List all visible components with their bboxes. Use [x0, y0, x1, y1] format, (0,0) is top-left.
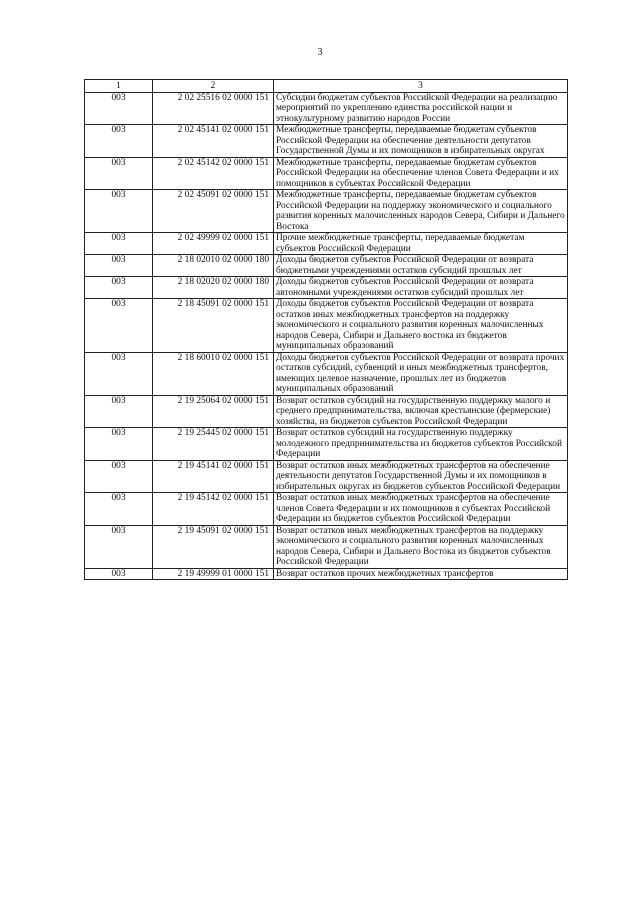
income-name-cell: Возврат остатков иных межбюджетных трансфертов на обеспечение членов Совета Федерации и их помощников в субъектах Российской Федерации из бюджетов субъектов Российской Федерации — [274, 493, 568, 526]
income-name-cell: Межбюджетные трансферты, передаваемые бюджетам субъектов Российской Федерации на поддержку экономического и социального развития коренных малочисленных народов Севера, Сибири и Дальнего Востока — [274, 190, 568, 233]
table-row — [85, 157, 568, 190]
income-name-cell: Доходы бюджетов субъектов Российской Федерации от возврата бюджетными учреждениями остатков субсидий прошлых лет — [274, 255, 568, 277]
budget-code-cell: 2 19 49999 01 0000 151 — [153, 568, 274, 580]
table-row — [85, 395, 568, 428]
admin-code-cell: 003 — [85, 525, 153, 568]
admin-code-cell: 003 — [85, 352, 153, 395]
income-name-cell: Доходы бюджетов субъектов Российской Федерации от возврата прочих остатков субсидий, субвенций и иных межбюджетных трансфертов, имеющих целевое назначение, прошлых лет из бюджетов муниципальных образований — [274, 352, 568, 395]
income-name-cell: Возврат остатков субсидий на государственную поддержку малого и среднего предпринимательства, включая крестьянские (фермерские) хозяйства, из бюджетов субъектов Российской Федерации — [274, 395, 568, 428]
table-row — [85, 125, 568, 158]
income-name-cell: Субсидии бюджетам субъектов Российской Федерации на реализацию мероприятий по укреплению единства российской нации и этнокультурному развитию народов России — [274, 92, 568, 125]
budget-code-cell: 2 18 60010 02 0000 151 — [153, 352, 274, 395]
income-name-cell: Межбюджетные трансферты, передаваемые бюджетам субъектов Российской Федерации на обеспечение деятельности депутатов Государственной Думы и их помощников в избирательных округах — [274, 125, 568, 158]
income-name-cell: Возврат остатков иных межбюджетных трансфертов на поддержку экономического и социального развития коренных малочисленных народов Севера, Сибири и Дальнего Востока из бюджетов субъектов Российской Федерации — [274, 525, 568, 568]
column-header-2: 2 — [153, 80, 274, 93]
budget-code-cell: 2 19 25064 02 0000 151 — [153, 395, 274, 428]
income-name-cell: Доходы бюджетов субъектов Российской Федерации от возврата остатков иных межбюджетных трансфертов на поддержку экономического и социального развития коренных малочисленных народов Севера, Сибири и Дальнего востока из бюджетов муниципальных образований — [274, 299, 568, 353]
admin-code-cell: 003 — [85, 233, 153, 255]
table-row — [85, 255, 568, 277]
budget-code-cell: 2 18 02010 02 0000 180 — [153, 255, 274, 277]
admin-code-cell: 003 — [85, 568, 153, 580]
admin-code-cell: 003 — [85, 395, 153, 428]
table-row — [85, 299, 568, 353]
admin-code-cell: 003 — [85, 255, 153, 277]
budget-code-cell: 2 19 45141 02 0000 151 — [153, 460, 274, 493]
table-row — [85, 568, 568, 580]
income-name-cell: Межбюджетные трансферты, передаваемые бюджетам субъектов Российской Федерации на обеспечение членов Совета Федерации и их помощников в субъектах Российской Федерации — [274, 157, 568, 190]
table-row — [85, 525, 568, 568]
admin-code-cell: 003 — [85, 493, 153, 526]
income-name-cell: Возврат остатков иных межбюджетных трансфертов на обеспечение деятельности депутатов Государственной Думы и их помощников в избирательных округах из бюджетов субъектов Российской Федерации — [274, 460, 568, 493]
admin-code-cell: 003 — [85, 190, 153, 233]
income-name-cell: Возврат остатков субсидий на государственную поддержку молодежного предпринимательства из бюджетов субъектов Российской Федерации — [274, 428, 568, 461]
table-row — [85, 428, 568, 461]
budget-code-cell: 2 19 25445 02 0000 151 — [153, 428, 274, 461]
income-name-cell: Возврат остатков прочих межбюджетных трансфертов — [274, 568, 568, 580]
admin-code-cell: 003 — [85, 125, 153, 158]
budget-code-cell: 2 02 49999 02 0000 151 — [153, 233, 274, 255]
budget-code-cell: 2 02 45091 02 0000 151 — [153, 190, 274, 233]
table-header-row — [85, 80, 568, 93]
table-row — [85, 233, 568, 255]
budget-code-cell: 2 02 45141 02 0000 151 — [153, 125, 274, 158]
column-header-3: 3 — [274, 80, 568, 93]
table-row — [85, 352, 568, 395]
income-name-cell: Прочие межбюджетные трансферты, передаваемые бюджетам субъектов Российской Федерации — [274, 233, 568, 255]
page-number: 3 — [317, 47, 323, 58]
budget-code-cell: 2 18 02020 02 0000 180 — [153, 277, 274, 299]
budget-code-cell: 2 02 25516 02 0000 151 — [153, 92, 274, 125]
admin-code-cell: 003 — [85, 277, 153, 299]
budget-code-cell: 2 19 45142 02 0000 151 — [153, 493, 274, 526]
budget-code-cell: 2 02 45142 02 0000 151 — [153, 157, 274, 190]
table-row — [85, 190, 568, 233]
budget-code-cell: 2 19 45091 02 0000 151 — [153, 525, 274, 568]
budget-classification-table — [84, 79, 568, 580]
table-row — [85, 92, 568, 125]
table-row — [85, 277, 568, 299]
admin-code-cell: 003 — [85, 428, 153, 461]
income-name-cell: Доходы бюджетов субъектов Российской Федерации от возврата автономными учреждениями остатков субсидий прошлых лет — [274, 277, 568, 299]
admin-code-cell: 003 — [85, 460, 153, 493]
table-row — [85, 493, 568, 526]
admin-code-cell: 003 — [85, 157, 153, 190]
admin-code-cell: 003 — [85, 92, 153, 125]
budget-code-cell: 2 18 45091 02 0000 151 — [153, 299, 274, 353]
column-header-1: 1 — [85, 80, 153, 93]
table-row — [85, 460, 568, 493]
admin-code-cell: 003 — [85, 299, 153, 353]
